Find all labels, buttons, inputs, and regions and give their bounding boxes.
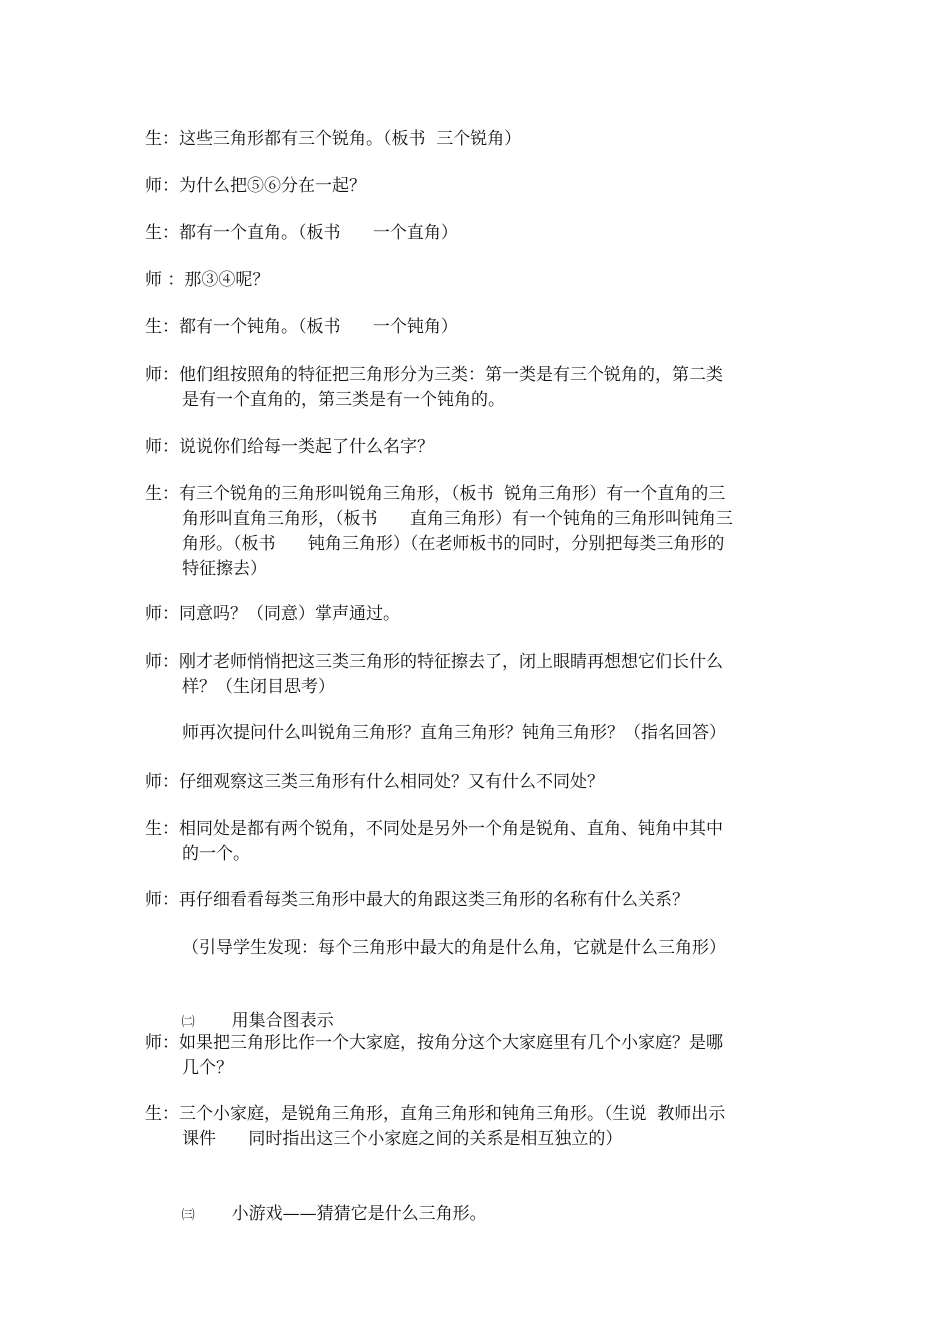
section-title: 用集合图表示	[231, 1011, 334, 1031]
section-number: ㈢	[181, 1208, 195, 1223]
section-heading-3	[160, 1177, 810, 1253]
text-line: 几个？	[182, 1058, 233, 1078]
text-line: 生：都有一个钝角。（板书 一个钝角）	[145, 317, 458, 337]
section-title: 小游戏——猜猜它是什么三角形。	[231, 1204, 487, 1224]
text-line: 生：相同处是都有两个锐角，不同处是另外一个角是锐角、直角、钝角中其中	[145, 819, 723, 839]
dialogue-paragraph-8	[145, 482, 810, 582]
dialogue-paragraph-13	[145, 817, 810, 867]
dialogue-paragraph-15	[145, 936, 810, 961]
text-line: 师 ：那③④呢？	[145, 270, 270, 290]
section-number: ㈡	[181, 1015, 195, 1030]
dialogue-paragraph-5	[145, 315, 810, 340]
text-line: 师：再仔细看看每类三角形中最大的角跟这类三角形的名称有什么关系？	[145, 890, 689, 910]
dialogue-paragraph-7	[145, 435, 810, 460]
dialogue-paragraph-4	[145, 268, 810, 293]
text-line: 师：如果把三角形比作一个大家庭，按角分这个大家庭里有几个小家庭？是哪	[145, 1033, 723, 1053]
dialogue-paragraph-1	[145, 127, 810, 152]
dialogue-paragraph-11	[145, 721, 810, 746]
dialogue-paragraph-14	[145, 888, 810, 913]
dialogue-paragraph-12	[145, 770, 810, 795]
dialogue-paragraph-3	[145, 221, 810, 246]
text-line: 生：有三个锐角的三角形叫锐角三角形，（板书 锐角三角形）有一个直角的三	[145, 484, 726, 504]
text-line: 师：为什么把⑤⑥分在一起？	[145, 176, 366, 196]
text-line: 师：同意吗？（同意）掌声通过。	[145, 604, 400, 624]
text-line: （引导学生发现：每个三角形中最大的角是什么角，它就是什么三角形）	[182, 938, 726, 958]
dialogue-paragraph-2	[145, 174, 810, 199]
text-line: 师：说说你们给每一类起了什么名字？	[145, 437, 434, 457]
text-line: 师：他们组按照角的特征把三角形分为三类：第一类是有三个锐角的，第二类	[145, 365, 723, 385]
text-line: 角形叫直角三角形，（板书 直角三角形）有一个钝角的三角形叫钝角三	[182, 509, 733, 529]
text-line: 样？（生闭目思考）	[182, 677, 335, 697]
dialogue-paragraph-16	[145, 1031, 810, 1081]
dialogue-paragraph-17	[145, 1102, 810, 1152]
text-line: 师：刚才老师悄悄把这三类三角形的特征擦去了，闭上眼睛再想想它们长什么	[145, 652, 723, 672]
text-line: 生：三个小家庭，是锐角三角形，直角三角形和钝角三角形。（生说 教师出示	[145, 1104, 726, 1124]
text-line: 师再次提问什么叫锐角三角形？直角三角形？钝角三角形？（指名回答）	[182, 723, 726, 743]
text-line: 生：这些三角形都有三个锐角。（板书 三个锐角）	[145, 129, 522, 149]
text-line: 特征擦去）	[182, 559, 267, 579]
text-line: 课件 同时指出这三个小家庭之间的关系是相互独立的）	[182, 1129, 623, 1149]
text-line: 师：仔细观察这三类三角形有什么相同处？又有什么不同处？	[145, 772, 604, 792]
dialogue-paragraph-10	[145, 650, 810, 700]
text-line: 是有一个直角的，第三类是有一个钝角的。	[182, 390, 505, 410]
text-line: 的一个。	[182, 844, 250, 864]
text-line: 角形。（板书 钝角三角形）（在老师板书的同时，分别把每类三角形的	[182, 534, 725, 554]
dialogue-paragraph-9	[145, 602, 810, 627]
text-line: 生：都有一个直角。（板书 一个直角）	[145, 223, 458, 243]
dialogue-paragraph-6	[145, 363, 810, 413]
